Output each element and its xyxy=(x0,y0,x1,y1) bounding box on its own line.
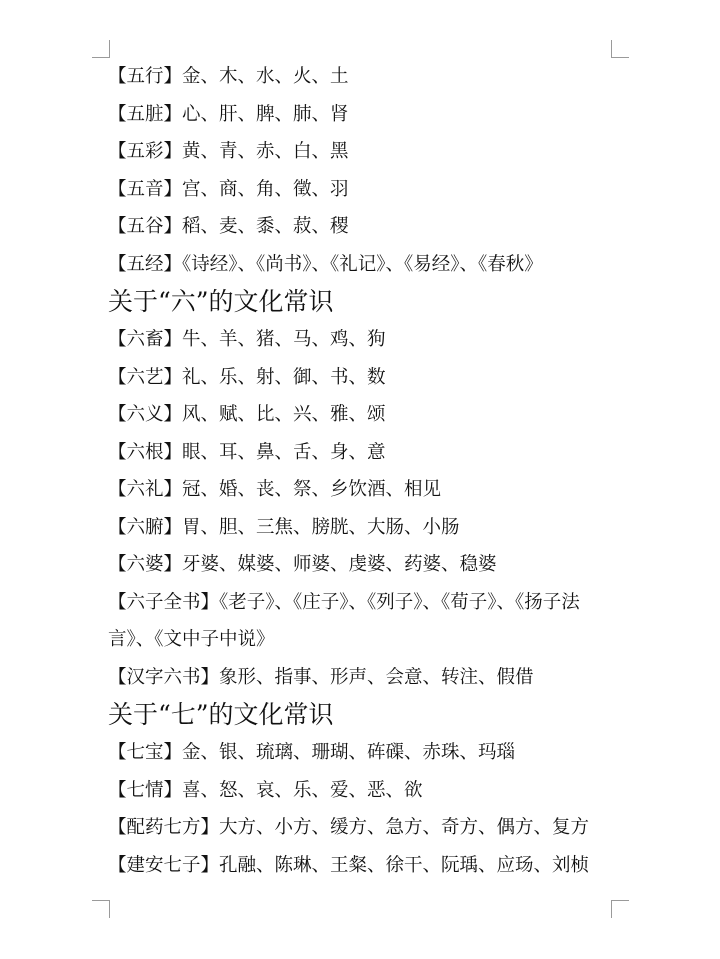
list-item xyxy=(108,659,618,697)
item-text: 风、赋、比、兴、雅、颂 xyxy=(182,404,386,425)
item-key: 【六义】 xyxy=(108,404,183,425)
item-text: 稻、麦、黍、菽、稷 xyxy=(182,216,349,237)
item-key: 【五行】 xyxy=(108,66,183,87)
item-key: 【汉字六书】 xyxy=(108,666,220,688)
item-text: 金、银、琉璃、珊瑚、砗磲、赤珠、玛瑙 xyxy=(182,742,516,763)
list-item xyxy=(108,584,618,622)
list-item xyxy=(108,396,618,434)
item-text: 心、肝、脾、肺、肾 xyxy=(182,103,349,125)
list-item xyxy=(108,246,618,284)
section-heading: 关于“七”的文化常识 xyxy=(108,700,334,729)
item-text: 孔融、陈琳、王粲、徐干、阮瑀、应玚、刘桢 xyxy=(219,854,590,876)
list-item xyxy=(108,359,618,397)
list-item xyxy=(108,847,618,885)
item-text: 宫、商、角、徵、羽 xyxy=(182,178,349,200)
list-item xyxy=(108,96,618,134)
item-key: 【五彩】 xyxy=(108,141,183,162)
item-text: 冠、婚、丧、祭、乡饮酒、相见 xyxy=(182,479,442,500)
list-item-continuation: 言》、《文中子中说》 xyxy=(108,629,275,650)
item-text: 黄、青、赤、白、黑 xyxy=(182,141,349,162)
list-item xyxy=(108,321,618,359)
item-key: 【六畜】 xyxy=(108,329,183,350)
item-key: 【五脏】 xyxy=(108,103,183,125)
page-corner-mark-top-right xyxy=(611,40,629,58)
item-text: 《诗经》、《尚书》、《礼记》、《易经》、《春秋》 xyxy=(182,253,543,275)
item-text: 牙婆、媒婆、师婆、虔婆、药婆、稳婆 xyxy=(182,554,497,575)
list-item xyxy=(108,133,618,171)
item-key: 【六子全书】 xyxy=(108,591,220,613)
item-key: 【七宝】 xyxy=(108,742,183,763)
item-text: 象形、指事、形声、会意、转注、假借 xyxy=(219,666,534,688)
page-corner-mark-bottom-right xyxy=(611,900,629,918)
item-text: 大方、小方、缓方、急方、奇方、偶方、复方 xyxy=(219,817,590,838)
section-heading: 关于“六”的文化常识 xyxy=(108,287,334,316)
list-item xyxy=(108,208,618,246)
list-item xyxy=(108,772,618,810)
item-key: 【六礼】 xyxy=(108,479,183,500)
page-corner-mark-bottom-left xyxy=(92,900,110,918)
list-item xyxy=(108,546,618,584)
item-key: 【五谷】 xyxy=(108,216,183,237)
document-body xyxy=(108,58,618,884)
page-corner-mark-top-left xyxy=(92,40,110,58)
list-item xyxy=(108,171,618,209)
item-key: 【五经】 xyxy=(108,253,183,275)
item-key: 【六婆】 xyxy=(108,554,183,575)
list-item xyxy=(108,434,618,472)
item-text: 喜、怒、哀、乐、爱、恶、欲 xyxy=(182,779,423,801)
item-text: 金、木、水、火、土 xyxy=(182,66,349,87)
list-item xyxy=(108,58,618,96)
item-key: 【五音】 xyxy=(108,178,183,200)
item-text: 胃、胆、三焦、膀胱、大肠、小肠 xyxy=(182,516,460,538)
item-text: 《老子》、《庄子》、《列子》、《荀子》、《扬子法 xyxy=(219,591,580,613)
list-item xyxy=(108,471,618,509)
item-text: 牛、羊、猪、马、鸡、狗 xyxy=(182,329,386,350)
item-key: 【六艺】 xyxy=(108,366,183,388)
item-key: 【配药七方】 xyxy=(108,817,220,838)
item-key: 【七情】 xyxy=(108,779,183,801)
item-text: 眼、耳、鼻、舌、身、意 xyxy=(182,441,386,463)
item-key: 【六根】 xyxy=(108,441,183,463)
item-key: 【建安七子】 xyxy=(108,854,220,876)
list-item xyxy=(108,809,618,847)
list-item xyxy=(108,734,618,772)
item-text: 礼、乐、射、御、书、数 xyxy=(182,366,386,388)
item-key: 【六腑】 xyxy=(108,516,183,538)
list-item xyxy=(108,509,618,547)
